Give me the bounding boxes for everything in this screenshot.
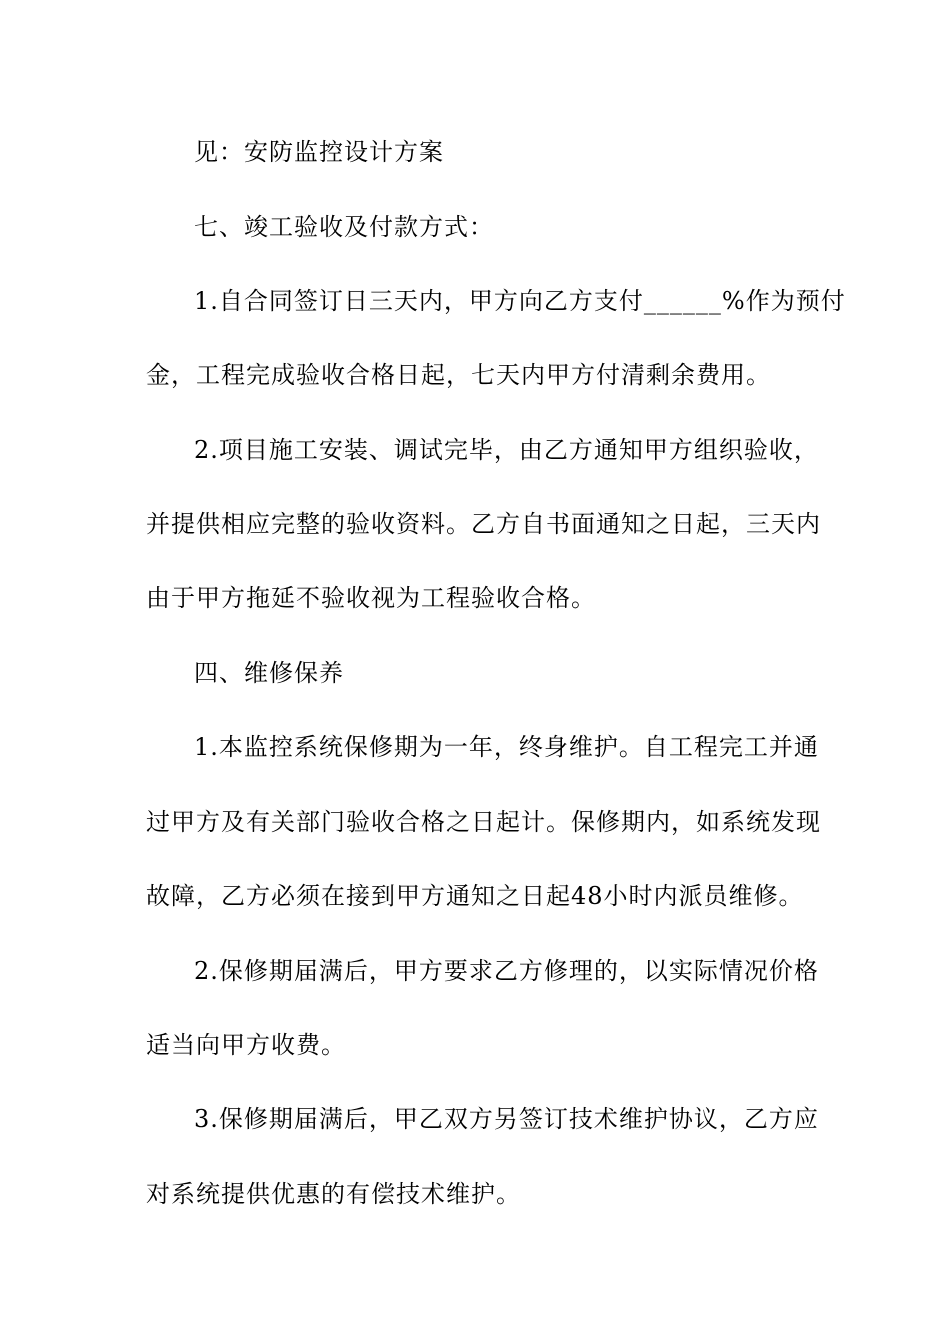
reference-line: 见：安防监控设计方案 xyxy=(194,138,444,166)
clause-maintenance-1-line-2: 过甲方及有关部门验收合格之日起计。保修期内，如系统发现 xyxy=(146,808,821,836)
clause-payment-2-line-2: 并提供相应完整的验收资料。乙方自书面通知之日起，三天内 xyxy=(146,510,821,538)
clause-maintenance-1-line-1: 1.本监控系统保修期为一年，终身维护。自工程完工并通 xyxy=(194,733,819,761)
clause-maintenance-2-line-1: 2.保修期届满后，甲方要求乙方修理的，以实际情况价格 xyxy=(194,957,819,985)
clause-maintenance-3-line-2: 对系统提供优惠的有偿技术维护。 xyxy=(146,1180,521,1208)
clause-maintenance-1-line-3: 故障，乙方必须在接到甲方通知之日起48小时内派员维修。 xyxy=(146,882,804,910)
clause-maintenance-2-line-2: 适当向甲方收费。 xyxy=(146,1031,346,1059)
section-heading-completion-payment: 七、竣工验收及付款方式： xyxy=(194,213,494,241)
clause-payment-2-line-3: 由于甲方拖延不验收视为工程验收合格。 xyxy=(146,584,596,612)
clause-payment-2-line-1: 2.项目施工安装、调试完毕，由乙方通知甲方组织验收， xyxy=(194,436,819,464)
clause-maintenance-3-line-1: 3.保修期届满后，甲乙双方另签订技术维护协议，乙方应 xyxy=(194,1105,819,1133)
clause-payment-1-line-1: 1.自合同签订日三天内，甲方向乙方支付______%作为预付 xyxy=(194,287,846,315)
clause-payment-1-line-2: 金，工程完成验收合格日起，七天内甲方付清剩余费用。 xyxy=(146,361,771,389)
section-heading-maintenance: 四、维修保养 xyxy=(194,659,344,687)
